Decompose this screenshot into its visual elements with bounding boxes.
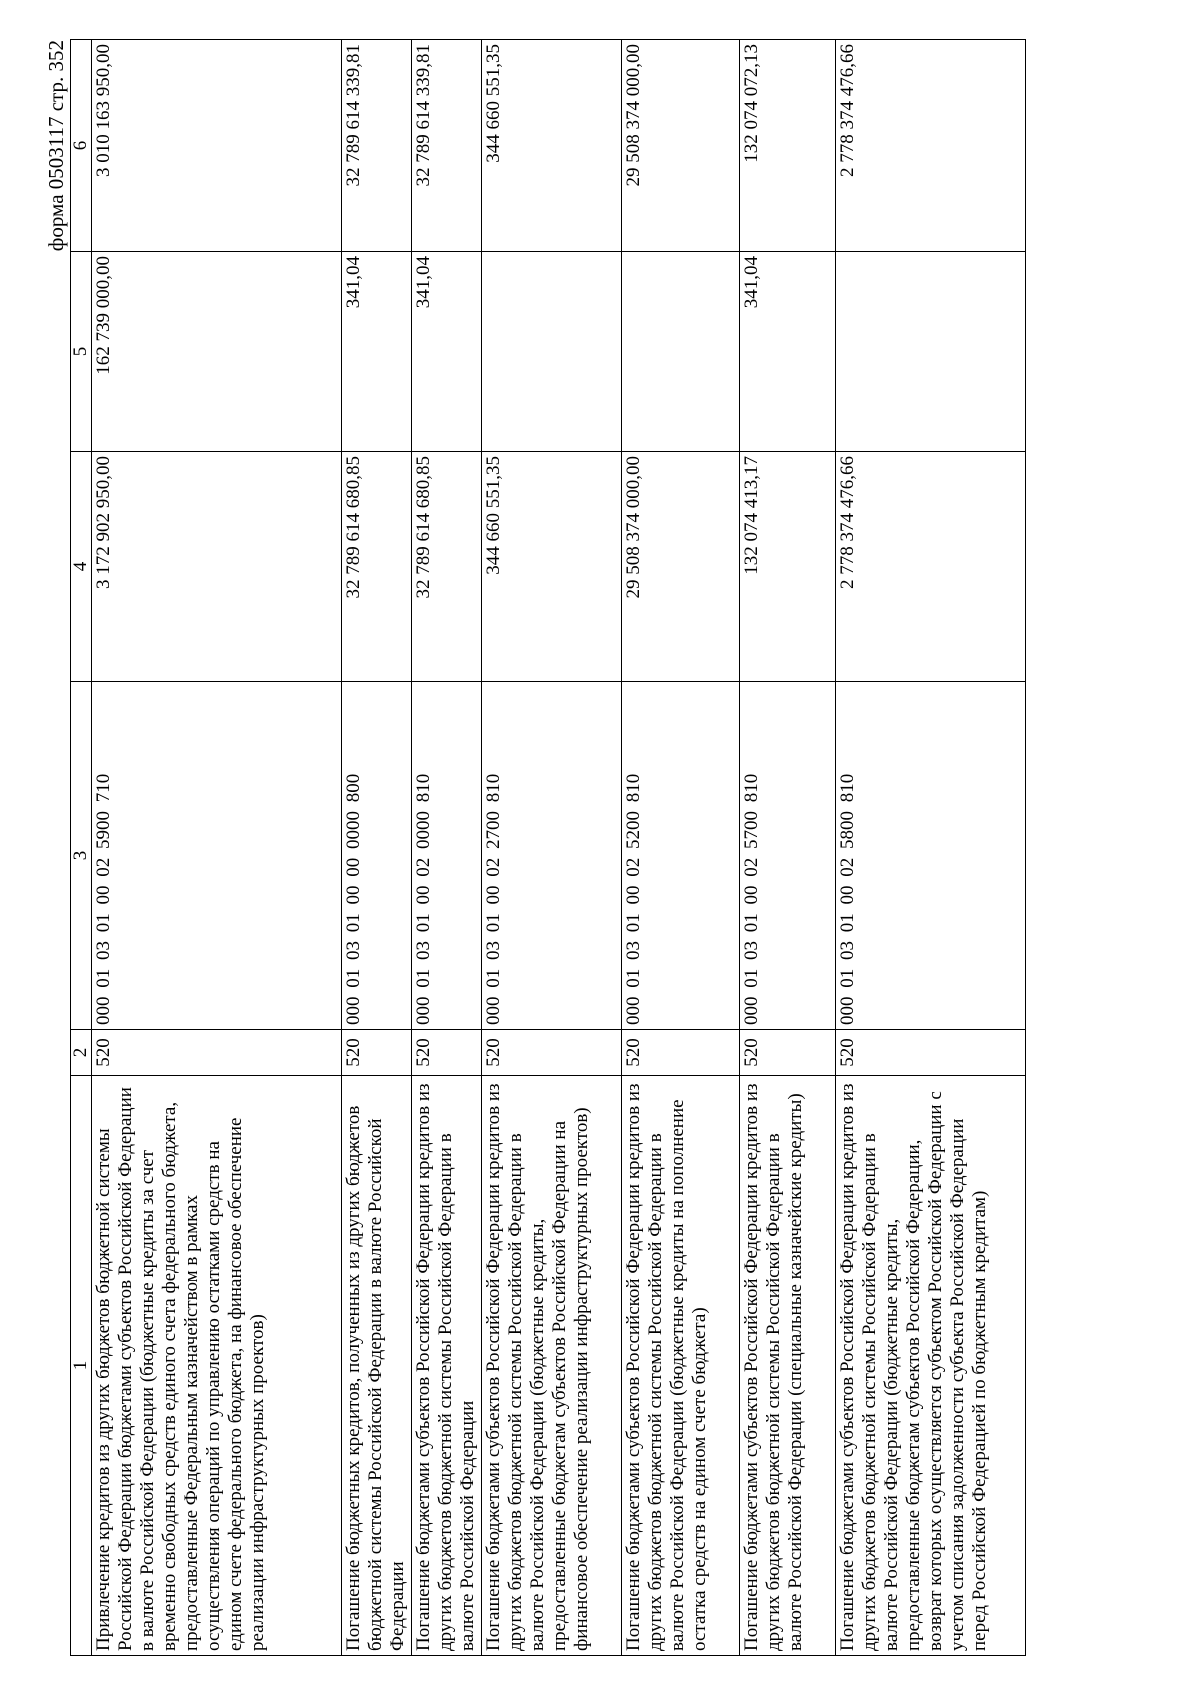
row-executed: 341,04: [740, 252, 836, 452]
row-executed: [836, 252, 1026, 452]
row-unexecuted: 344 660 551,35: [482, 40, 622, 252]
row-approved: 32 789 614 680,85: [342, 452, 412, 682]
row-budget-code: 000 01 03 01 00 02 2700 810: [482, 682, 622, 1030]
column-header: 4: [71, 452, 92, 682]
row-unexecuted: 132 074 072,13: [740, 40, 836, 252]
column-header: 6: [71, 40, 92, 252]
table-row: [740, 40, 836, 1656]
row-executed: 341,04: [342, 252, 412, 452]
row-name: Погашение бюджетами субъектов Российской Федерации кредитов из других бюджетов бюджетной системы Российской Федерации в валюте Российской Федерации: [412, 1076, 482, 1656]
row-line-code: 520: [740, 1030, 836, 1076]
table-row: [412, 40, 482, 1656]
column-header: 2: [71, 1030, 92, 1076]
row-budget-code: 000 01 03 01 00 02 0000 810: [412, 682, 482, 1030]
row-name: Погашение бюджетами субъектов Российской Федерации кредитов из других бюджетов бюджетной системы Российской Федерации в валюте Российской Федерации (бюджетные кредиты, предоставленные бюджетам субъектов Российской Федерации на финансовое обеспечение реализации инфраструктурных проектов): [482, 1076, 622, 1656]
row-line-code: 520: [482, 1030, 622, 1076]
table-row: [622, 40, 740, 1656]
row-approved: 132 074 413,17: [740, 452, 836, 682]
row-unexecuted: 29 508 374 000,00: [622, 40, 740, 252]
row-unexecuted: 32 789 614 339,81: [342, 40, 412, 252]
row-unexecuted: 2 778 374 476,66: [836, 40, 1026, 252]
row-executed: [482, 252, 622, 452]
row-budget-code: 000 01 03 01 00 00 0000 800: [342, 682, 412, 1030]
row-line-code: 520: [836, 1030, 1026, 1076]
row-approved: 29 508 374 000,00: [622, 452, 740, 682]
table-row: [482, 40, 622, 1656]
row-budget-code: 000 01 03 01 00 02 5800 810: [836, 682, 1026, 1030]
row-name: Погашение бюджетами субъектов Российской Федерации кредитов из других бюджетов бюджетной системы Российской Федерации в валюте Российской Федерации (специальные казначейские кредиты): [740, 1076, 836, 1656]
table-row: [342, 40, 412, 1656]
column-header: 1: [71, 1076, 92, 1656]
row-executed: 162 739 000,00: [92, 252, 342, 452]
row-budget-code: 000 01 03 01 00 02 5900 710: [92, 682, 342, 1030]
row-approved: 3 172 902 950,00: [92, 452, 342, 682]
column-header: 3: [71, 682, 92, 1030]
form-reference: форма 0503117 стр. 352: [44, 40, 68, 252]
row-executed: 341,04: [412, 252, 482, 452]
row-line-code: 520: [342, 1030, 412, 1076]
row-executed: [622, 252, 740, 452]
row-name: Погашение бюджетами субъектов Российской Федерации кредитов из других бюджетов бюджетной системы Российской Федерации в валюте Российской Федерации (бюджетные кредиты на пополнение остатка средств на едином счете бюджета): [622, 1076, 740, 1656]
column-number-row: [71, 40, 92, 1656]
report-table: [70, 39, 1026, 1656]
table-row: [92, 40, 342, 1656]
row-line-code: 520: [412, 1030, 482, 1076]
row-line-code: 520: [92, 1030, 342, 1076]
rotated-page: [40, 40, 1120, 1656]
row-line-code: 520: [622, 1030, 740, 1076]
row-unexecuted: 3 010 163 950,00: [92, 40, 342, 252]
row-approved: 344 660 551,35: [482, 452, 622, 682]
row-budget-code: 000 01 03 01 00 02 5200 810: [622, 682, 740, 1030]
row-name: Погашение бюджетами субъектов Российской Федерации кредитов из других бюджетов бюджетной системы Российской Федерации в валюте Российской Федерации (бюджетные кредиты, предоставленные бюджетам субъектов Российской Федерации, возврат которых осуществляется субъектом Российской Федерации с учетом списания задолженности субъекта Российской Федерации перед Российской Федерацией по бюджетным кредитам): [836, 1076, 1026, 1656]
column-header: 5: [71, 252, 92, 452]
row-name: Погашение бюджетных кредитов, полученных из других бюджетов бюджетной системы Российской Федерации в валюте Российской Федерации: [342, 1076, 412, 1656]
row-budget-code: 000 01 03 01 00 02 5700 810: [740, 682, 836, 1030]
table-row: [836, 40, 1026, 1656]
row-approved: 2 778 374 476,66: [836, 452, 1026, 682]
row-approved: 32 789 614 680,85: [412, 452, 482, 682]
row-unexecuted: 32 789 614 339,81: [412, 40, 482, 252]
row-name: Привлечение кредитов из других бюджетов бюджетной системы Российской Федерации бюджетами субъектов Российской Федерации в валюте Российской Федерации (бюджетные кредиты за счет временно свободных средств единого счета федерального бюджета, предоставленные Федеральным казначейством в рамках осуществления операций по управлению остатками средств на едином счете федерального бюджета, на финансовое обеспечение реализации инфраструктурных проектов): [92, 1076, 342, 1656]
